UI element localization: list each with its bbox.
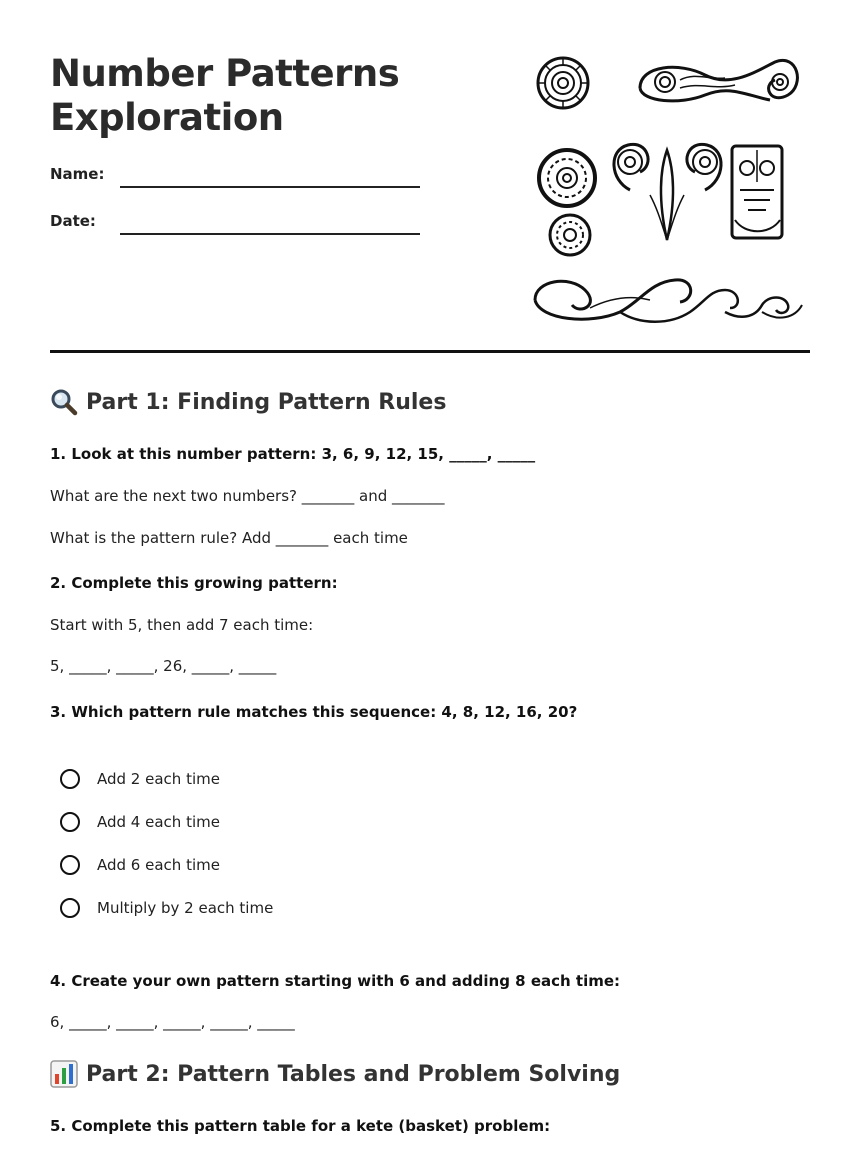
title-line-1: Number Patterns xyxy=(50,52,400,95)
title-line-2: Exploration xyxy=(50,96,284,139)
option-add-6[interactable] xyxy=(60,855,220,875)
header-divider xyxy=(50,350,810,353)
bar-chart-icon xyxy=(50,1060,78,1088)
date-label: Date: xyxy=(50,212,96,230)
option-label: Add 2 each time xyxy=(97,770,220,788)
question-4-sequence: 6, _____, _____, _____, _____, _____ xyxy=(50,1013,295,1031)
question-1: 1. Look at this number pattern: 3, 6, 9, 12, 15, _____, _____ xyxy=(50,445,536,463)
option-multiply-by-2[interactable] xyxy=(60,898,273,918)
question-1-pattern-rule: What is the pattern rule? Add _______ each time xyxy=(50,529,408,547)
date-field[interactable] xyxy=(120,233,420,235)
option-label: Add 4 each time xyxy=(97,813,220,831)
question-3: 3. Which pattern rule matches this sequence: 4, 8, 12, 16, 20? xyxy=(50,703,578,721)
option-add-4[interactable] xyxy=(60,812,220,832)
name-label: Name: xyxy=(50,165,105,183)
question-4: 4. Create your own pattern starting with 6 and adding 8 each time: xyxy=(50,972,621,990)
part1-heading xyxy=(50,388,446,416)
option-add-2[interactable] xyxy=(60,769,220,789)
option-label: Add 6 each time xyxy=(97,856,220,874)
magnifying-glass-icon xyxy=(50,388,78,416)
name-field[interactable] xyxy=(120,186,420,188)
page-title xyxy=(50,52,490,140)
question-2-instruction: Start with 5, then add 7 each time: xyxy=(50,616,314,634)
maori-koru-carvings-illustration xyxy=(530,50,810,335)
radio-button[interactable] xyxy=(60,769,80,789)
radio-button[interactable] xyxy=(60,812,80,832)
option-label: Multiply by 2 each time xyxy=(97,899,274,917)
question-1-next-numbers: What are the next two numbers? _______ and _______ xyxy=(50,487,445,505)
radio-button[interactable] xyxy=(60,898,80,918)
question-2: 2. Complete this growing pattern: xyxy=(50,574,338,592)
question-2-sequence: 5, _____, _____, 26, _____, _____ xyxy=(50,657,277,675)
part2-heading-text: Part 2: Pattern Tables and Problem Solving xyxy=(86,1061,621,1087)
question-5: 5. Complete this pattern table for a kete (basket) problem: xyxy=(50,1117,551,1135)
part2-heading xyxy=(50,1060,620,1088)
part1-heading-text: Part 1: Finding Pattern Rules xyxy=(86,389,447,415)
radio-button[interactable] xyxy=(60,855,80,875)
